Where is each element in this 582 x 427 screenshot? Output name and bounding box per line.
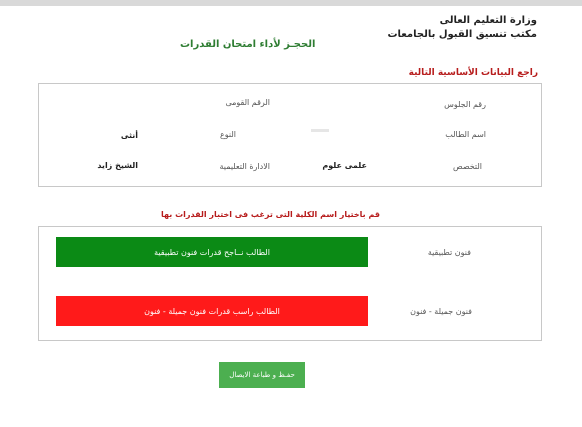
edu-admin-label: الادارة التعليمية	[219, 162, 270, 171]
student-name-value-redacted	[311, 129, 329, 132]
save-print-receipt-button[interactable]: حفـظ و طباعة الايصال	[219, 362, 305, 388]
edu-admin-value: الشيخ زايد	[97, 161, 138, 170]
page-title: الحجـز لأداء امتحان القدرات	[180, 39, 316, 50]
office-name: مكتب تنسيق القبول بالجامعات	[387, 29, 537, 40]
specialization-value: علمى علوم	[322, 161, 367, 170]
college-name-fine-arts: فنون جميلة - فنون	[410, 307, 472, 316]
result-bar-applied-arts[interactable]	[56, 237, 368, 267]
college-name-applied-arts: فنون تطبيقية	[427, 248, 471, 257]
result-text-applied-arts: الطالب نــاجح قدرات فنون تطبيقية	[154, 247, 270, 257]
national-id-label: الرقم القومى	[225, 98, 270, 107]
top-border	[0, 0, 582, 6]
seat-number-label: رقم الجلوس	[444, 100, 486, 109]
ministry-name: وزارة التعليم العالى	[439, 15, 537, 26]
result-text-fine-arts: الطالب راسب قدرات فنون جميلة - فنون	[144, 306, 280, 316]
result-bar-fine-arts[interactable]	[56, 296, 368, 326]
ministry-header	[387, 14, 537, 42]
specialization-label: التخصص	[453, 162, 482, 171]
college-section-title: قم باختيار اسم الكلية التى ترغب فى اختبار القدرات بها	[161, 210, 380, 219]
gender-label: النوع	[220, 130, 236, 139]
basic-info-section-title: راجع البيانات الأساسية التالية	[408, 68, 538, 78]
gender-value: أنثى	[120, 131, 138, 140]
student-name-label: اسم الطالب	[445, 130, 486, 139]
